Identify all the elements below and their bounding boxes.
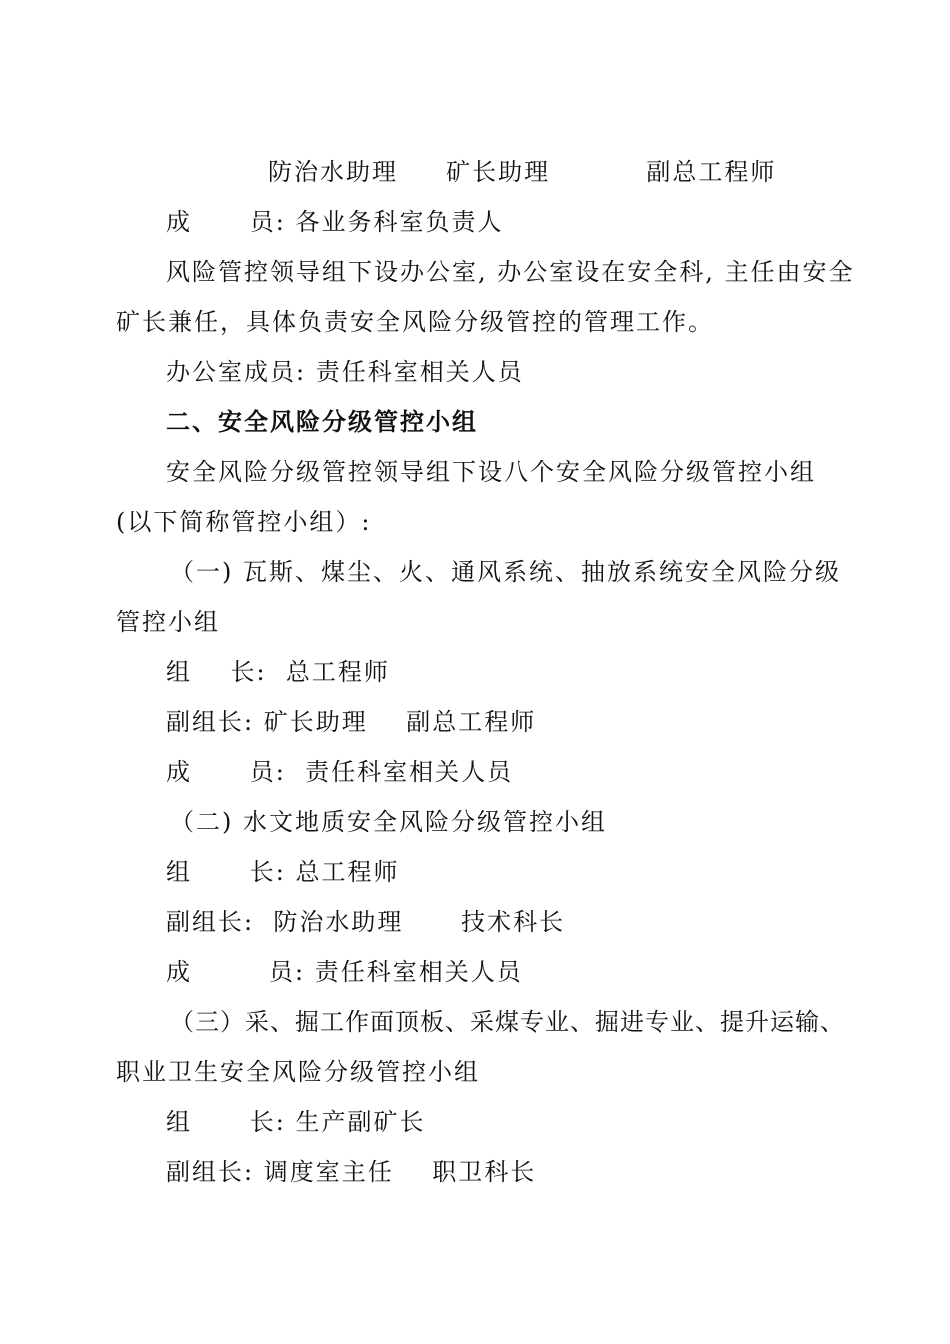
subsection-title-3: （三）采、掘工作面顶板、采煤专业、掘进专业、提升运输、 [170, 1008, 845, 1036]
group1-members: 成 员: 责任科室相关人员 [166, 758, 514, 786]
subsection-title-2: （二) 水文地质安全风险分级管控小组 [170, 808, 607, 836]
group3-leader: 组 长: 生产副矿长 [166, 1108, 426, 1136]
text-line-groups-abbrev: (以下简称管控小组）: [116, 508, 372, 536]
section-heading: 二、安全风险分级管控小组 [166, 407, 478, 436]
group2-members: 成 员: 责任科室相关人员 [166, 958, 523, 986]
subsection-title-3-cont: 职业卫生安全风险分级管控小组 [116, 1058, 480, 1086]
group1-deputy: 副组长: 矿长助理 副总工程师 [166, 708, 537, 736]
text-line-members: 成 员: 各业务科室负责人 [166, 208, 504, 236]
subsection-title-1: （一) 瓦斯、煤尘、火、通风系统、抽放系统安全风险分级 [170, 558, 841, 586]
text-line-groups-intro: 安全风险分级管控领导组下设八个安全风险分级管控小组 [166, 458, 816, 486]
text-line-office-members: 办公室成员: 责任科室相关人员 [166, 358, 524, 386]
group3-deputy: 副组长: 调度室主任 职卫科长 [166, 1158, 537, 1186]
group2-deputy: 副组长: 防治水助理 技术科长 [166, 908, 566, 936]
subsection-title-1-cont: 管控小组 [116, 608, 220, 636]
text-line-assistants: 防治水助理 矿长助理 副总工程师 [268, 158, 777, 186]
group1-leader: 组 长: 总工程师 [166, 658, 390, 686]
text-line-office-duty: 矿长兼任，具体负责安全风险分级管控的管理工作。 [116, 308, 714, 336]
text-line-office-setup: 风险管控领导组下设办公室, 办公室设在安全科, 主任由安全 [166, 258, 855, 286]
group2-leader: 组 长: 总工程师 [166, 858, 400, 886]
